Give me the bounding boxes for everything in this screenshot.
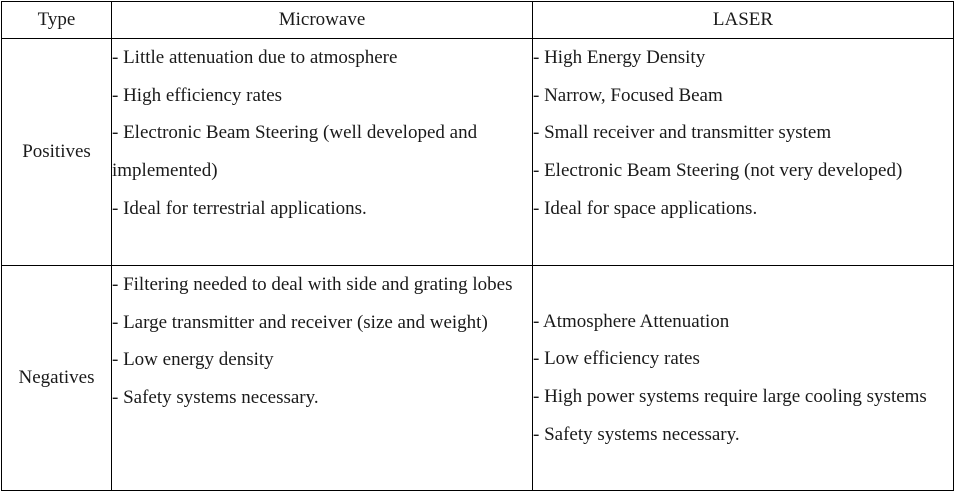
type-cell-negatives: Negatives: [2, 266, 112, 491]
table-row-positives: [2, 39, 954, 266]
laser-negatives-cell: [533, 266, 954, 491]
header-type: Type: [2, 2, 112, 39]
list-item: - Ideal for space applications.: [533, 197, 758, 219]
list-item: - Safety systems necessary.: [112, 387, 319, 409]
comparison-table: [1, 1, 954, 491]
list-item: - Electronic Beam Steering (not very developed): [533, 160, 903, 182]
list-item: - Low energy density: [112, 349, 274, 371]
table-row-negatives: [2, 266, 954, 491]
list-item: - High Energy Density: [533, 47, 706, 68]
list-item: - Low efficiency rates: [533, 348, 700, 370]
list-item: - Filtering needed to deal with side and grating lobes: [112, 274, 513, 295]
list-item: - Narrow, Focused Beam: [533, 84, 723, 106]
header-microwave: Microwave: [112, 2, 533, 39]
list-item: - High efficiency rates: [112, 84, 283, 106]
list-item: - Electronic Beam Steering (well developed and implemented): [112, 122, 478, 182]
list-item: - Large transmitter and receiver (size and weight): [112, 311, 488, 333]
header-laser: LASER: [533, 2, 954, 39]
list-item: - Small receiver and transmitter system: [533, 122, 832, 144]
list-item: - Little attenuation due to atmosphere: [112, 47, 398, 68]
microwave-negatives-cell: [112, 266, 533, 491]
laser-positives-cell: [533, 39, 954, 266]
list-item: - High power systems require large cooling systems: [533, 386, 927, 407]
list-item: - Atmosphere Attenuation: [533, 310, 730, 332]
microwave-positives-cell: [112, 39, 533, 266]
list-item: - Safety systems necessary.: [533, 423, 740, 445]
list-item: - Ideal for terrestrial applications.: [112, 197, 367, 219]
type-cell-positives: Positives: [2, 39, 112, 266]
header-row: [2, 2, 954, 39]
